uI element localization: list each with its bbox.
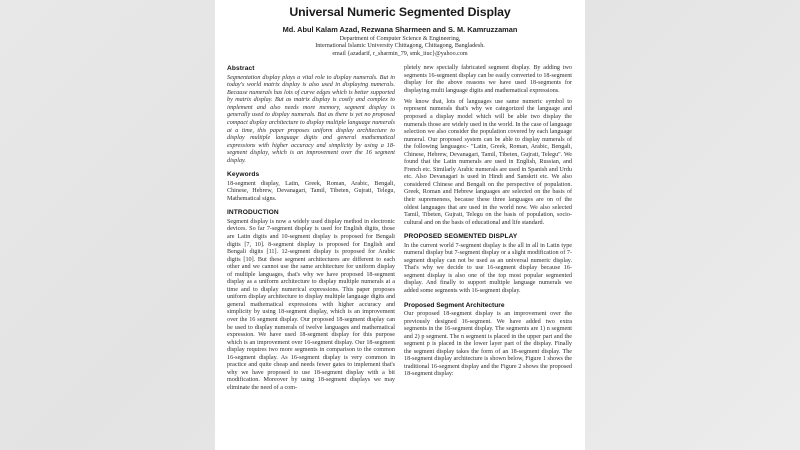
affiliation-line-1: Department of Computer Science & Engineering, [339, 36, 461, 42]
proposed-segment-architecture-heading: Proposed Segment Architecture [404, 301, 505, 309]
paper-page [215, 0, 585, 450]
keywords-heading: Keywords [227, 171, 260, 179]
affiliation-email: email {azadarif, r_sharmin_79, smk_iiuc}@yahoo.com [332, 50, 468, 57]
proposed-segmented-display-heading: PROPOSED SEGMENTED DISPLAY [404, 233, 518, 241]
introduction-heading: INTRODUCTION [227, 209, 279, 217]
abstract-heading: Abstract [227, 65, 255, 73]
right-paragraph-4: Our proposed 18-segment display is an improvement over the previously designed 16-segment. We have added two extra segments in the 16-segment display. The segments are 1) n segment and 2) p segment. The n segment is placed in the upper part and the segment p is placed in the lower layer part of the display. Finally the segment display takes the form of an 18-segment display. The 18-segment display architecture is shown below, Figure 1 shows the traditional 16-segment display and the Figure 2 shows the proposed 18-segment display: [404, 311, 572, 378]
right-paragraph-1: pletely new specially fabricated segment display. By adding two segments 16-segment display can be easily converted to 18-segment display for the above reasons we have used 18-segments for displaying multi language digits and mathematical expressions. [404, 65, 572, 94]
right-paragraph-2: We know that, lots of languages use same numeric symbol to represent numerals that's why we categorized the language and proposed a display model which will be able two display the numerals those are widely used in the world. In the case of language selection we also consider the population covered by each language numeral. Our proposed system can be able to display numerals of the following languages:- "Latin, Greek, Roman, Arabic, Bengali, Chinese, Hebrew, Devanagari, Tamil, Tibeten, Gujrati, Telegu". We found that the Latin numerals are used in English, Russian, and French etc. Similarly Arabic numerals are used in Spanish and Urdu etc. Also Devanagari is used in Hindi and Sanskrit etc. We also considered Chinese and Bengali on the perspective of population. Greek, Roman and Hebrew languages are selected on the basis of their supremeness, because these three languages are on of the oldest languages that are used in the world now. We also selected Tamil, Tibeten, Gujrati, Telegu on the basis of population, socio-cultural and on the basis of educational and life standard. [404, 98, 572, 226]
affiliation-line-2: International Islamic University Chittagong, Chittagong, Bangladesh. [315, 43, 485, 50]
keywords-text: 18-segment display, Latin, Greek, Roman, Arabic, Bengali, Chinese, Hebrew, Devanagari, Tamil, Tibeten, Gujrati, Telegu, Mathematical signs. [227, 180, 395, 202]
page-title: Universal Numeric Segmented Display [289, 5, 511, 19]
author-list: Md. Abul Kalam Azad, Rezwana Sharmeen and S. M. Kamruzzaman [282, 25, 518, 34]
abstract-text: Segmentation display plays a vital role to display numerals. But in today's world matrix display is also used in displaying numerals. Because numerals has lots of curve edges which is better supported by matrix display. But as matrix display is costly and complex to implement and also needs more memory, segment display is generally used to display numerals. But as there is yet no proposed compact display architecture to display multiple language numerals at a time, this paper proposes uniform display architecture to display multiple language digits and general mathematical expressions with higher accuracy and simplicity by using a 18-segment display, which is an improvement over the 16 segment display. [227, 74, 395, 164]
left-column [227, 65, 395, 392]
right-column [404, 65, 572, 392]
two-column-body [227, 65, 573, 392]
right-paragraph-3: In the current world 7-segment display is the all in all in Latin type numeral display but 7-segment display or a slight modification of 7-segment display can not be used as an universal numeric display. That's why we decide to use 16-segment display because 16-segment display is also one of the top most popular segmented display. And finally to support multiple language numerals we added some segments with 16-segment display. [404, 242, 572, 294]
introduction-paragraph: Segment display is now a widely used display method in electronic devices. So far 7-segment display is used for English digits, those are Latin digits and 10-segment display is proposed for Bengali digits [7, 10]. 8-segment display is proposed for English and Bengali digits [11]. 12-segment display is proposed for Arabic digits [10]. But these segment architectures are different to each other and we cannot use the same architecture for uniform display of multiple languages, that's why we have proposed 18-segment display as a uniform architecture to display multiple numerals at a time and to display numerical expressions. This paper proposes uniform display architecture to display multiple language digits and general mathematical expressions with higher accuracy and simplicity by using 18-segment display, which is an improvement over the 16 segment display. Our proposed 18-segment display can be used to display numerals of twelve languages and mathematical expression. We have used 18-segment display for this purpose which is an improvement over 16-segment display. Our 18-segment display requires two more segments in comparison to the common 16-segment display. As 16-segment display is very common in practice and quite cheap and needs fewer gates to implement that's why we have proposed to use 18-segment display with a bit modification. Moreover by using 18-segment displays we may eliminate the need of a com- [227, 218, 395, 391]
